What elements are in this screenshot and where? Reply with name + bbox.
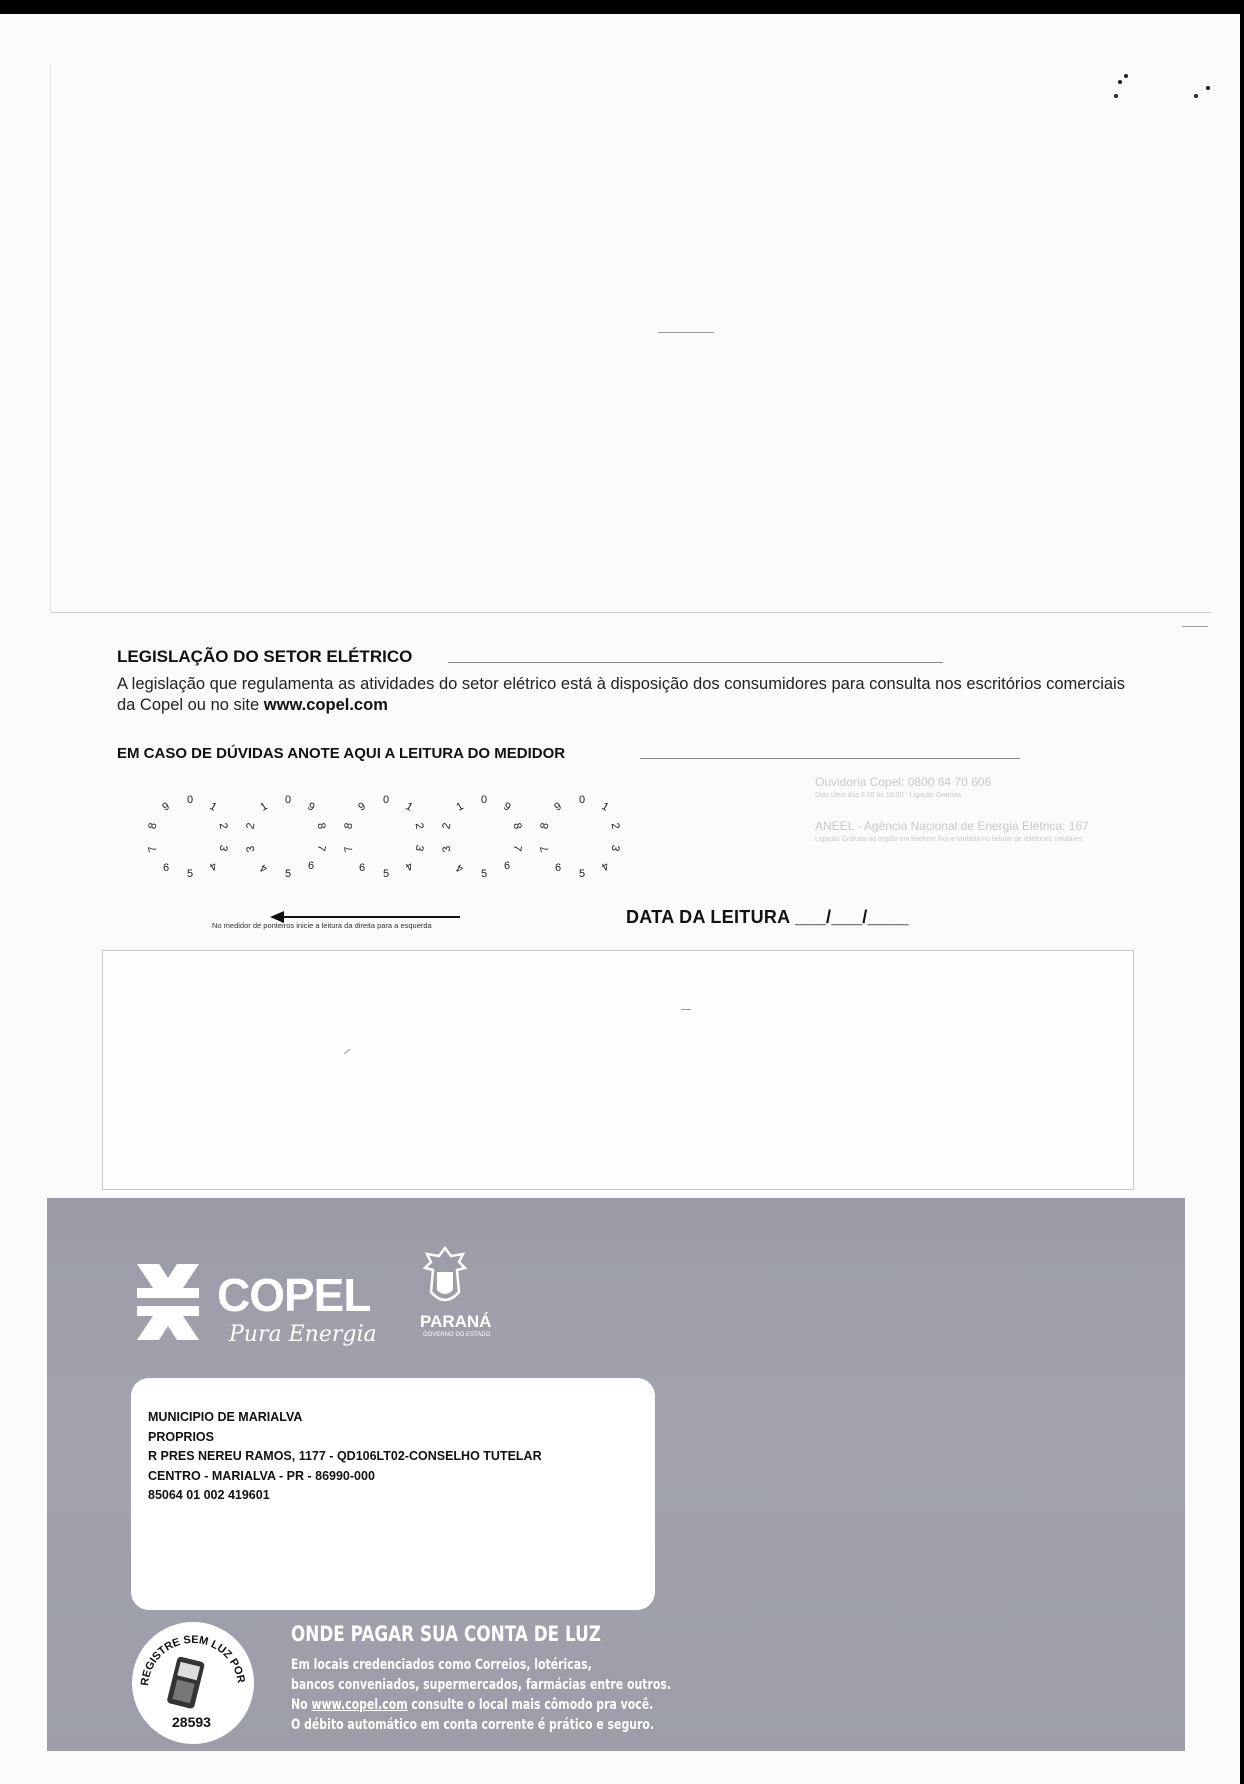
payment-title: ONDE PAGAR SUA CONTA DE LUZ [291,1622,601,1646]
meter-dial: 0 9 8 7 6 5 4 3 2 1 [538,794,622,880]
aneel-phone: ANEEL - Agência Nacional de Energia Elétrica: 167 [815,819,1089,833]
print-specks [1110,64,1230,124]
meter-dial: 0 9 8 7 6 5 4 3 2 1 [440,794,524,880]
sms-code: 28593 [172,1714,211,1730]
notes-box [102,950,1134,1190]
scan-mark [658,332,714,333]
copel-wordmark: COPEL [217,1269,371,1321]
address-line: MUNICIPIO DE MARIALVA [148,1410,303,1424]
recipient-address [148,1408,542,1506]
bill-back-page [0,14,1240,1784]
copel-slogan: Pura Energia [229,1322,377,1347]
meter-reading-title: EM CASO DE DÚVIDAS ANOTE AQUI A LEITURA DO MEDIDOR [117,745,566,762]
meter-dial: 0 9 8 7 6 5 4 3 2 1 [244,794,328,880]
address-line: 85064 01 002 419601 [148,1488,270,1502]
ouvidoria-hours: Dias úteis das 8:00 às 18:00 - Ligação Gratuita [815,792,961,799]
parana-crest-icon [419,1246,471,1310]
copel-site-link[interactable]: www.copel.com [311,1697,408,1713]
meter-caption: No medidor de ponteiros inicie a leitura da direita para a esquerda [212,921,432,930]
divider [640,758,1020,759]
address-line: R PRES NEREU RAMOS, 1177 - QD106LT02-CONSELHO TUTELAR [148,1449,542,1463]
address-line: CENTRO - MARIALVA - PR - 86990-000 [148,1468,375,1483]
meter-dial: 0 9 8 7 6 5 4 3 2 1 [342,794,426,880]
payment-line [291,1695,671,1715]
sms-label: REGISTRE SEM LUZ POR [138,1633,247,1687]
parana-wordmark: PARANÁ [420,1312,492,1331]
legislation-title: LEGISLAÇÃO DO SETOR ELÉTRICO [117,647,413,666]
reading-date-label: DATA DA LEITURA ___/___/____ [626,907,909,927]
message-area [50,64,1211,613]
ouvidoria-phone: Ouvidoria Copel: 0800 64 70 606 [815,775,992,789]
scan-mark [1182,626,1208,627]
payment-line-suffix: consulte o local mais cômodo pra você. [407,1697,654,1713]
divider [448,662,943,663]
address-line: PROPRIOS [148,1429,214,1444]
scan-mark [344,1049,351,1055]
payment-line-prefix: No [291,1697,312,1713]
copel-logo-icon [133,1260,203,1344]
payment-line: Em locais credenciados como Correios, lotéricas, [291,1657,592,1673]
legislation-body: A legislação que regulamenta as atividades do setor elétrico está à disposição dos consumidores para consulta nos escritórios comerciais da Copel ou no site [117,675,1125,714]
payment-line: bancos conveniados, supermercados, farmácias entre outros. [291,1677,671,1693]
payment-line: O débito automático em conta corrente é prático e seguro. [291,1717,655,1733]
parana-subtitle: GOVERNO DO ESTADO [423,1332,491,1338]
address-window [131,1378,655,1610]
envelope-band [47,1198,1185,1751]
copel-site-link[interactable]: www.copel.com [263,696,388,714]
ouvidoria-info [815,776,1175,846]
legislation-text [117,674,1127,716]
meter-dial: 0 9 8 7 6 5 4 3 2 1 [146,794,230,880]
aneel-note: Ligação Gratuita na região em telefone fixo e tarifada no celular de telefones celulares [815,836,1083,843]
meter-dials [145,794,625,894]
payment-info [291,1655,671,1735]
sms-badge [132,1622,254,1744]
scan-mark [681,1009,691,1010]
